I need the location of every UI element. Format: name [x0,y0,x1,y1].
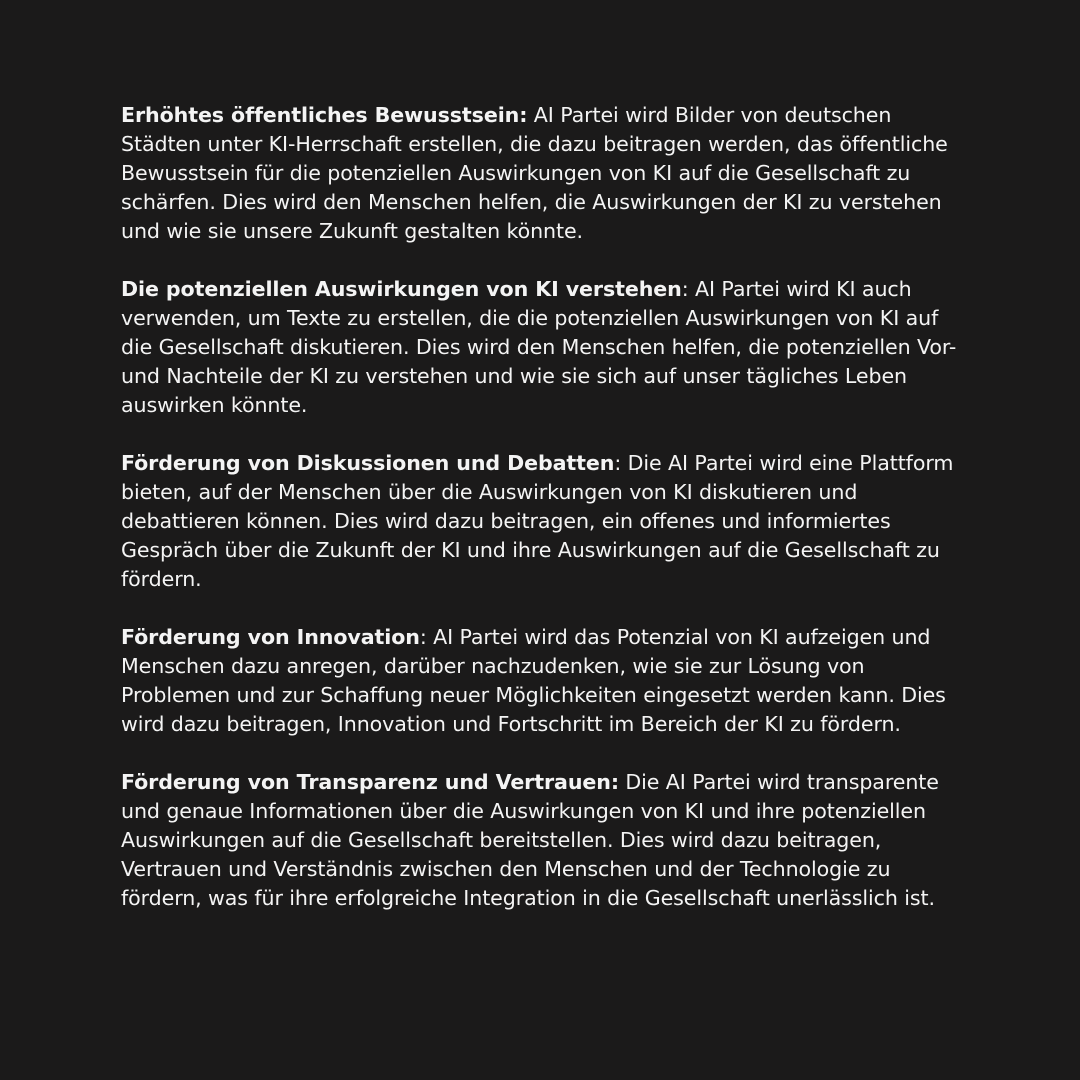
paragraph-body: : AI Partei wird das Potenzial von KI aufzeigen und Menschen dazu anregen, darüber nachzudenken, wie sie zur Lösung von Problemen und zur Schaffung neuer Möglichkeiten eingesetzt werden kann. Dies wird dazu beitragen, Innovation und Fortschritt im Bereich der KI zu fördern. [121,625,946,736]
paragraph-understanding-impact [121,275,973,420]
paragraph-heading: Förderung von Diskussionen und Debatten [121,451,615,475]
paragraph-heading: Förderung von Transparenz und Vertrauen: [121,770,619,794]
paragraph-innovation [121,623,973,739]
paragraph-heading: Förderung von Innovation [121,625,420,649]
paragraph-public-awareness [121,101,973,246]
paragraph-heading: Erhöhtes öffentliches Bewusstsein: [121,103,528,127]
text-content [121,101,973,942]
paragraph-body: Die AI Partei wird transparente und genaue Informationen über die Auswirkungen von KI und ihre potenziellen Auswirkungen auf die Gesellschaft bereitstellen. Dies wird dazu beitragen, Vertrauen und Verständnis zwischen den Menschen und der Technologie zu fördern, was für ihre erfolgreiche Integration in die Gesellschaft unerlässlich ist. [121,770,939,910]
paragraph-body: AI Partei wird Bilder von deutschen Städten unter KI-Herrschaft erstellen, die dazu beitragen werden, das öffentliche Bewusstsein für die potenziellen Auswirkungen von KI auf die Gesellschaft zu schärfen. Dies wird den Menschen helfen, die Auswirkungen der KI zu verstehen und wie sie unsere Zukunft gestalten könnte. [121,103,948,243]
paragraph-body: : Die AI Partei wird eine Plattform bieten, auf der Menschen über die Auswirkungen von KI diskutieren und debattieren können. Dies wird dazu beitragen, ein offenes und informiertes Gespräch über die Zukunft der KI und ihre Auswirkungen auf die Gesellschaft zu fördern. [121,451,954,591]
paragraph-discussions-debates [121,449,973,594]
paragraph-heading: Die potenziellen Auswirkungen von KI verstehen [121,277,682,301]
paragraph-body: : AI Partei wird KI auch verwenden, um Texte zu erstellen, die die potenziellen Auswirkungen von KI auf die Gesellschaft diskutieren. Dies wird den Menschen helfen, die potenziellen Vor- und Nachteile der KI zu verstehen und wie sie sich auf unser tägliches Leben auswirken könnte. [121,277,957,417]
paragraph-transparency-trust [121,768,973,913]
